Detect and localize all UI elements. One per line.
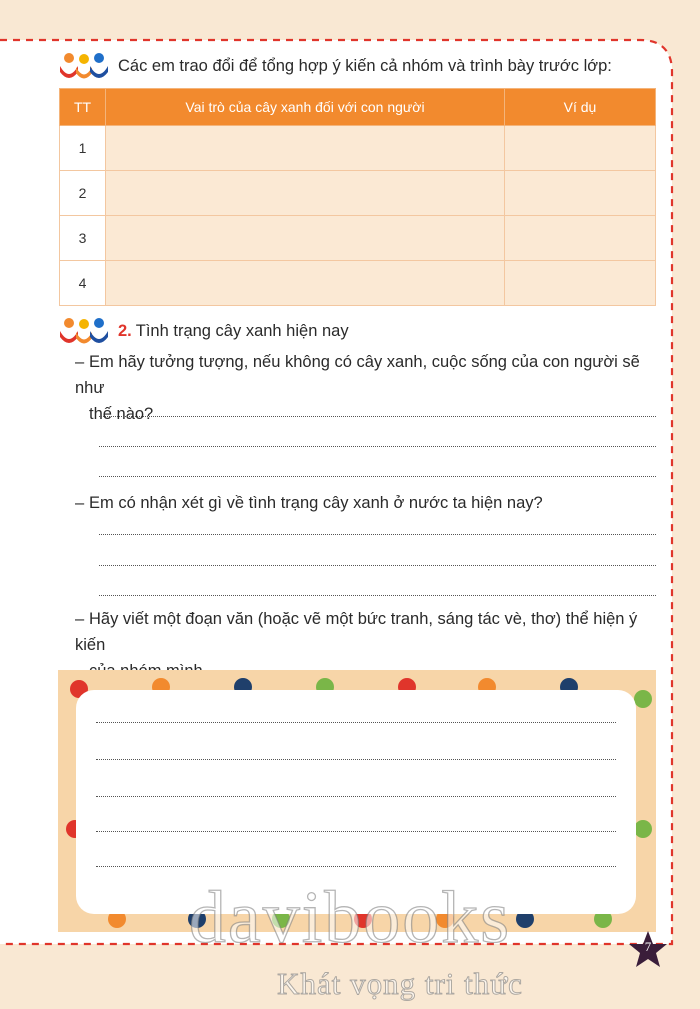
writing-line[interactable] bbox=[96, 831, 616, 832]
table-row bbox=[60, 261, 656, 306]
writing-line[interactable] bbox=[96, 722, 616, 723]
bullet-dash: – bbox=[75, 353, 85, 371]
writing-line[interactable] bbox=[96, 796, 616, 797]
answer-line[interactable] bbox=[99, 595, 656, 596]
polka-dot bbox=[634, 690, 652, 708]
question-2 bbox=[75, 490, 665, 516]
answer-line[interactable] bbox=[99, 476, 656, 477]
question-3-line-1: Hãy viết một đoạn văn (hoặc vẽ một bức tranh, sáng tác vè, thơ) thể hiện ý kiến bbox=[75, 610, 638, 654]
answer-line[interactable] bbox=[99, 416, 656, 417]
example-cell[interactable] bbox=[505, 216, 656, 261]
group-work-icon bbox=[58, 317, 110, 345]
watermark-slogan: Khát vọng tri thức bbox=[277, 966, 523, 1001]
polka-dot bbox=[634, 820, 652, 838]
col-header-number: TT bbox=[60, 89, 106, 126]
table-row bbox=[60, 171, 656, 216]
question-1-line-2: thế nào? bbox=[89, 405, 154, 423]
role-cell[interactable] bbox=[106, 216, 505, 261]
roles-table bbox=[59, 88, 656, 306]
section-number: 2. bbox=[118, 321, 132, 340]
table-header-row bbox=[60, 89, 656, 126]
task-intro-row bbox=[58, 52, 612, 80]
bullet-dash: – bbox=[75, 494, 85, 512]
section-title: Tình trạng cây xanh hiện nay bbox=[135, 321, 349, 340]
role-cell[interactable] bbox=[106, 261, 505, 306]
example-cell[interactable] bbox=[505, 126, 656, 171]
answer-line[interactable] bbox=[99, 534, 656, 535]
example-cell[interactable] bbox=[505, 261, 656, 306]
role-cell[interactable] bbox=[106, 171, 505, 216]
row-number: 4 bbox=[60, 261, 106, 306]
section-2-heading bbox=[58, 317, 349, 345]
col-header-example: Ví dụ bbox=[505, 89, 656, 126]
row-number: 3 bbox=[60, 216, 106, 261]
example-cell[interactable] bbox=[505, 171, 656, 216]
table-row bbox=[60, 216, 656, 261]
writing-line[interactable] bbox=[96, 759, 616, 760]
group-work-icon bbox=[58, 52, 110, 80]
question-2-text: Em có nhận xét gì về tình trạng cây xanh ở nước ta hiện nay? bbox=[89, 494, 543, 512]
watermark-brand: davibooks bbox=[188, 877, 512, 959]
row-number: 2 bbox=[60, 171, 106, 216]
task-intro-text: Các em trao đổi để tổng hợp ý kiến cả nhóm và trình bày trước lớp: bbox=[118, 56, 612, 75]
col-header-role: Vai trò của cây xanh đối với con người bbox=[106, 89, 505, 126]
writing-line[interactable] bbox=[96, 866, 616, 867]
question-1-line-1: Em hãy tưởng tượng, nếu không có cây xanh, cuộc sống của con người sẽ như bbox=[75, 353, 640, 397]
page-number: 7 bbox=[644, 939, 652, 954]
bullet-dash: – bbox=[75, 610, 85, 628]
row-number: 1 bbox=[60, 126, 106, 171]
table-row bbox=[60, 126, 656, 171]
answer-line[interactable] bbox=[99, 446, 656, 447]
answer-line[interactable] bbox=[99, 565, 656, 566]
role-cell[interactable] bbox=[106, 126, 505, 171]
